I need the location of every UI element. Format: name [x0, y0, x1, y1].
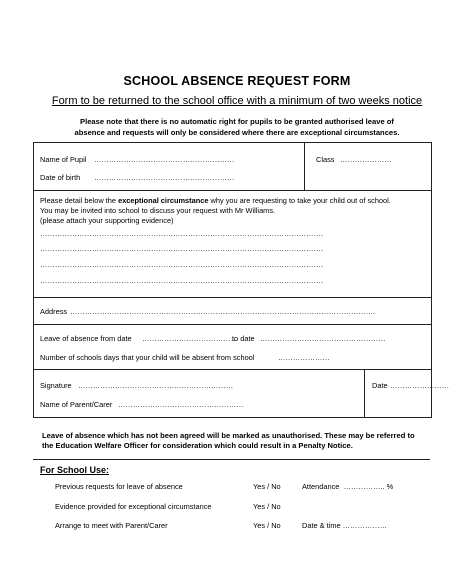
details-field-line[interactable]: …………………………………………………………………………………………………….: [40, 229, 323, 238]
leave-to-field[interactable]: ……………………………………………: [260, 334, 386, 343]
attendance-field[interactable]: Attendance …………….. %: [302, 482, 394, 491]
pupil-name-field[interactable]: …………………………………………………: [94, 155, 235, 164]
class-field[interactable]: …………………: [340, 155, 392, 164]
section-divider: [34, 297, 431, 298]
date-field[interactable]: ……………………: [390, 381, 450, 390]
parent-name-label: Name of Parent/Carer: [40, 400, 113, 409]
school-use-heading: For School Use:: [40, 465, 110, 475]
absent-days-field[interactable]: …………………: [278, 353, 330, 362]
school-use-row-label: Evidence provided for exceptional circumstance: [55, 502, 212, 511]
section-divider: [34, 324, 431, 325]
notice-line-1: Please note that there is no automatic right for pupils to be granted authorised leave of: [80, 117, 394, 126]
school-use-yes-no[interactable]: Yes / No: [253, 502, 281, 511]
address-label: Address: [40, 307, 68, 316]
details-instruction-1: Please detail below the exceptional circumstance why you are requesting to take your child out of school.: [40, 196, 391, 205]
class-label: Class: [316, 155, 335, 164]
section-divider: [34, 369, 431, 370]
date-divider: [364, 369, 365, 417]
address-field[interactable]: …………………………………………………………………………………………………………….: [70, 307, 376, 316]
details-instruction-3: (please attach your supporting evidence): [40, 216, 174, 225]
leave-from-field[interactable]: …………………………………: [142, 334, 239, 343]
school-use-row-label: Arrange to meet with Parent/Carer: [55, 521, 168, 530]
dob-label: Date of birth: [40, 173, 81, 182]
school-use-divider: [33, 459, 430, 460]
school-use-row-label: Previous requests for leave of absence: [55, 482, 183, 491]
form-subtitle: Form to be returned to the school office with a minimum of two weeks notice: [51, 95, 423, 107]
school-use-yes-no[interactable]: Yes / No: [253, 482, 281, 491]
details-field-line[interactable]: …………………………………………………………………………………………………….: [40, 276, 323, 285]
pupil-name-label: Name of Pupil: [40, 155, 87, 164]
request-form-box: [33, 142, 450, 418]
details-field-line[interactable]: …………………………………………………………………………………………………….: [40, 260, 323, 269]
dob-field[interactable]: …………………………………………………: [94, 173, 235, 182]
leave-to-label: to date: [232, 334, 255, 343]
absent-days-label: Number of schools days that your child will be absent from school: [40, 353, 255, 362]
class-divider: [304, 143, 305, 190]
details-instruction-2: You may be invited into school to discuss your request with Mr Williams.: [40, 206, 276, 215]
date-label: Date: [372, 381, 388, 390]
signature-field[interactable]: ………………………………………………………: [78, 381, 234, 390]
signature-label: Signature: [40, 381, 72, 390]
leave-from-label: Leave of absence from date: [40, 334, 132, 343]
school-use-yes-no[interactable]: Yes / No: [253, 521, 281, 530]
unauthorised-warning: Leave of absence which has not been agreed will be marked as unauthorised. These may be referred to the Education Welfare Officer for consideration which could result in a Penalty Notice.: [42, 431, 415, 450]
form-title: SCHOOL ABSENCE REQUEST FORM: [123, 74, 351, 88]
notice-line-2: absence and requests will only be considered where there are exceptional circumstances.: [74, 128, 400, 137]
parent-name-field[interactable]: ……………………………………………: [118, 400, 244, 409]
details-field-line[interactable]: …………………………………………………………………………………………………….: [40, 244, 323, 253]
section-divider: [34, 190, 431, 191]
meeting-date-time-field[interactable]: Date & time ………………: [302, 521, 388, 530]
